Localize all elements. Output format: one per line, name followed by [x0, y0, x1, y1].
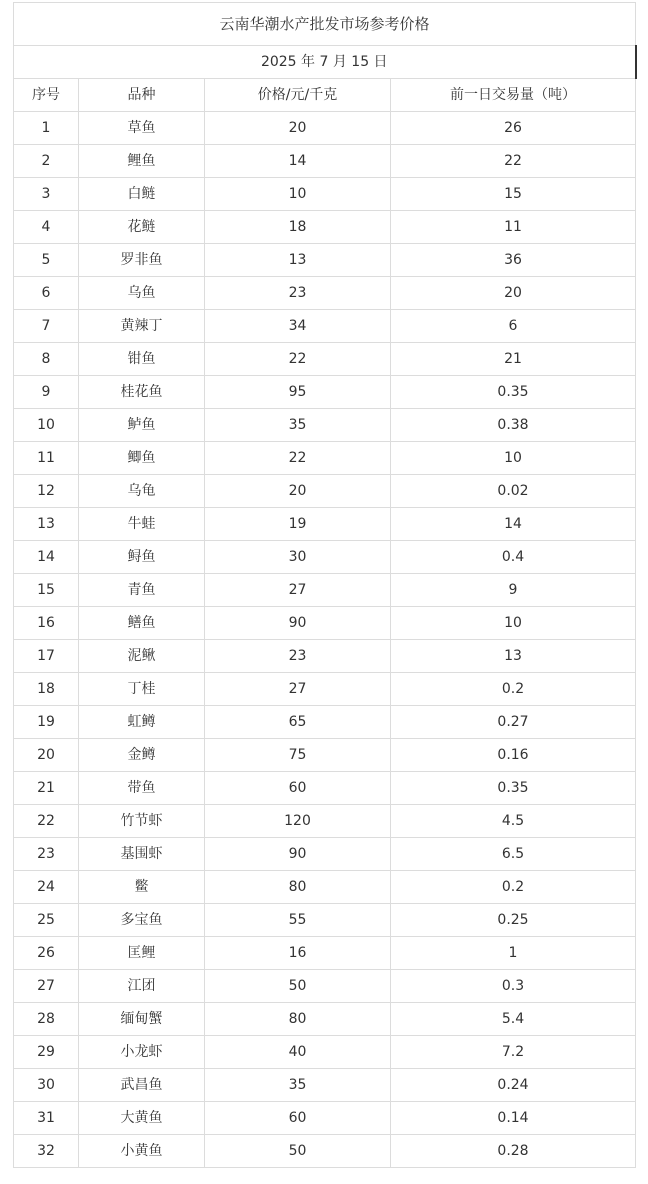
variety-name: 缅甸蟹: [79, 1003, 205, 1036]
price-table: [13, 2, 637, 1168]
variety-name: 鲫鱼: [79, 442, 205, 475]
row-index: 26: [14, 937, 79, 970]
table-row: [14, 805, 636, 838]
volume-value: 6: [391, 310, 636, 343]
date-row: [14, 46, 636, 79]
variety-name: 鲤鱼: [79, 145, 205, 178]
table-date: 2025 年 7 月 15 日: [14, 46, 636, 79]
variety-name: 罗非鱼: [79, 244, 205, 277]
row-index: 20: [14, 739, 79, 772]
table-row: [14, 475, 636, 508]
table-row: [14, 838, 636, 871]
row-index: 5: [14, 244, 79, 277]
volume-value: 0.24: [391, 1069, 636, 1102]
volume-value: 10: [391, 442, 636, 475]
row-index: 30: [14, 1069, 79, 1102]
row-index: 7: [14, 310, 79, 343]
table-body: [14, 112, 636, 1168]
volume-value: 6.5: [391, 838, 636, 871]
price-value: 30: [205, 541, 391, 574]
volume-value: 13: [391, 640, 636, 673]
table-row: [14, 739, 636, 772]
price-value: 95: [205, 376, 391, 409]
variety-name: 竹节虾: [79, 805, 205, 838]
volume-value: 0.2: [391, 673, 636, 706]
price-value: 80: [205, 871, 391, 904]
variety-name: 泥鳅: [79, 640, 205, 673]
variety-name: 江团: [79, 970, 205, 1003]
price-value: 35: [205, 1069, 391, 1102]
volume-value: 0.25: [391, 904, 636, 937]
table-row: [14, 673, 636, 706]
table-row: [14, 541, 636, 574]
row-index: 2: [14, 145, 79, 178]
volume-value: 0.4: [391, 541, 636, 574]
volume-value: 14: [391, 508, 636, 541]
price-value: 90: [205, 838, 391, 871]
price-value: 75: [205, 739, 391, 772]
variety-name: 基围虾: [79, 838, 205, 871]
price-value: 55: [205, 904, 391, 937]
table-row: [14, 574, 636, 607]
volume-value: 20: [391, 277, 636, 310]
variety-name: 青鱼: [79, 574, 205, 607]
table-row: [14, 442, 636, 475]
column-header-variety: 品种: [79, 79, 205, 112]
row-index: 21: [14, 772, 79, 805]
price-value: 120: [205, 805, 391, 838]
table-row: [14, 310, 636, 343]
price-sheet: [13, 2, 635, 1168]
volume-value: 1: [391, 937, 636, 970]
volume-value: 5.4: [391, 1003, 636, 1036]
variety-name: 武昌鱼: [79, 1069, 205, 1102]
table-row: [14, 706, 636, 739]
volume-value: 21: [391, 343, 636, 376]
volume-value: 4.5: [391, 805, 636, 838]
price-value: 20: [205, 112, 391, 145]
price-value: 40: [205, 1036, 391, 1069]
price-value: 22: [205, 343, 391, 376]
price-value: 50: [205, 970, 391, 1003]
price-value: 13: [205, 244, 391, 277]
row-index: 1: [14, 112, 79, 145]
table-row: [14, 904, 636, 937]
row-index: 6: [14, 277, 79, 310]
row-index: 32: [14, 1135, 79, 1168]
table-row: [14, 244, 636, 277]
table-row: [14, 1069, 636, 1102]
table-row: [14, 211, 636, 244]
variety-name: 乌鱼: [79, 277, 205, 310]
variety-name: 桂花鱼: [79, 376, 205, 409]
volume-value: 7.2: [391, 1036, 636, 1069]
row-index: 13: [14, 508, 79, 541]
table-title: 云南华潮水产批发市场参考价格: [14, 3, 636, 46]
price-value: 20: [205, 475, 391, 508]
price-value: 22: [205, 442, 391, 475]
volume-value: 15: [391, 178, 636, 211]
price-value: 10: [205, 178, 391, 211]
table-row: [14, 409, 636, 442]
volume-value: 0.3: [391, 970, 636, 1003]
row-index: 4: [14, 211, 79, 244]
variety-name: 鳖: [79, 871, 205, 904]
variety-name: 牛蛙: [79, 508, 205, 541]
table-row: [14, 640, 636, 673]
volume-value: 0.38: [391, 409, 636, 442]
volume-value: 0.16: [391, 739, 636, 772]
volume-value: 22: [391, 145, 636, 178]
variety-name: 虹鳟: [79, 706, 205, 739]
price-value: 90: [205, 607, 391, 640]
table-row: [14, 343, 636, 376]
variety-name: 乌龟: [79, 475, 205, 508]
variety-name: 鳝鱼: [79, 607, 205, 640]
volume-value: 9: [391, 574, 636, 607]
row-index: 16: [14, 607, 79, 640]
table-row: [14, 508, 636, 541]
row-index: 11: [14, 442, 79, 475]
variety-name: 鲟鱼: [79, 541, 205, 574]
variety-name: 小黄鱼: [79, 1135, 205, 1168]
price-value: 18: [205, 211, 391, 244]
variety-name: 小龙虾: [79, 1036, 205, 1069]
volume-value: 0.35: [391, 772, 636, 805]
variety-name: 丁桂: [79, 673, 205, 706]
row-index: 3: [14, 178, 79, 211]
row-index: 19: [14, 706, 79, 739]
row-index: 31: [14, 1102, 79, 1135]
volume-value: 26: [391, 112, 636, 145]
price-value: 35: [205, 409, 391, 442]
column-header-price: 价格/元/千克: [205, 79, 391, 112]
variety-name: 白鲢: [79, 178, 205, 211]
table-row: [14, 970, 636, 1003]
price-value: 19: [205, 508, 391, 541]
volume-value: 11: [391, 211, 636, 244]
volume-value: 0.02: [391, 475, 636, 508]
row-index: 29: [14, 1036, 79, 1069]
volume-value: 0.2: [391, 871, 636, 904]
row-index: 25: [14, 904, 79, 937]
price-value: 50: [205, 1135, 391, 1168]
row-index: 24: [14, 871, 79, 904]
price-value: 27: [205, 574, 391, 607]
row-index: 15: [14, 574, 79, 607]
variety-name: 金鳟: [79, 739, 205, 772]
price-value: 23: [205, 277, 391, 310]
table-row: [14, 376, 636, 409]
variety-name: 钳鱼: [79, 343, 205, 376]
table-row: [14, 871, 636, 904]
table-row: [14, 145, 636, 178]
row-index: 14: [14, 541, 79, 574]
price-value: 80: [205, 1003, 391, 1036]
volume-value: 0.14: [391, 1102, 636, 1135]
variety-name: 带鱼: [79, 772, 205, 805]
variety-name: 花鲢: [79, 211, 205, 244]
variety-name: 大黄鱼: [79, 1102, 205, 1135]
variety-name: 多宝鱼: [79, 904, 205, 937]
price-value: 23: [205, 640, 391, 673]
table-row: [14, 772, 636, 805]
price-value: 60: [205, 772, 391, 805]
row-index: 10: [14, 409, 79, 442]
table-row: [14, 1036, 636, 1069]
volume-value: 0.27: [391, 706, 636, 739]
volume-value: 10: [391, 607, 636, 640]
table-row: [14, 277, 636, 310]
variety-name: 黄辣丁: [79, 310, 205, 343]
volume-value: 0.35: [391, 376, 636, 409]
table-row: [14, 178, 636, 211]
row-index: 8: [14, 343, 79, 376]
table-row: [14, 1003, 636, 1036]
table-row: [14, 1135, 636, 1168]
row-index: 28: [14, 1003, 79, 1036]
column-header-index: 序号: [14, 79, 79, 112]
volume-value: 36: [391, 244, 636, 277]
title-row: [14, 3, 636, 46]
row-index: 9: [14, 376, 79, 409]
row-index: 18: [14, 673, 79, 706]
price-value: 14: [205, 145, 391, 178]
variety-name: 匡鲤: [79, 937, 205, 970]
volume-value: 0.28: [391, 1135, 636, 1168]
price-value: 60: [205, 1102, 391, 1135]
variety-name: 草鱼: [79, 112, 205, 145]
variety-name: 鲈鱼: [79, 409, 205, 442]
price-value: 65: [205, 706, 391, 739]
table-row: [14, 112, 636, 145]
row-index: 17: [14, 640, 79, 673]
column-header-volume: 前一日交易量（吨）: [391, 79, 636, 112]
table-row: [14, 607, 636, 640]
row-index: 23: [14, 838, 79, 871]
row-index: 27: [14, 970, 79, 1003]
table-row: [14, 937, 636, 970]
price-value: 27: [205, 673, 391, 706]
row-index: 12: [14, 475, 79, 508]
row-index: 22: [14, 805, 79, 838]
table-row: [14, 1102, 636, 1135]
price-value: 16: [205, 937, 391, 970]
price-value: 34: [205, 310, 391, 343]
header-row: [14, 79, 636, 112]
